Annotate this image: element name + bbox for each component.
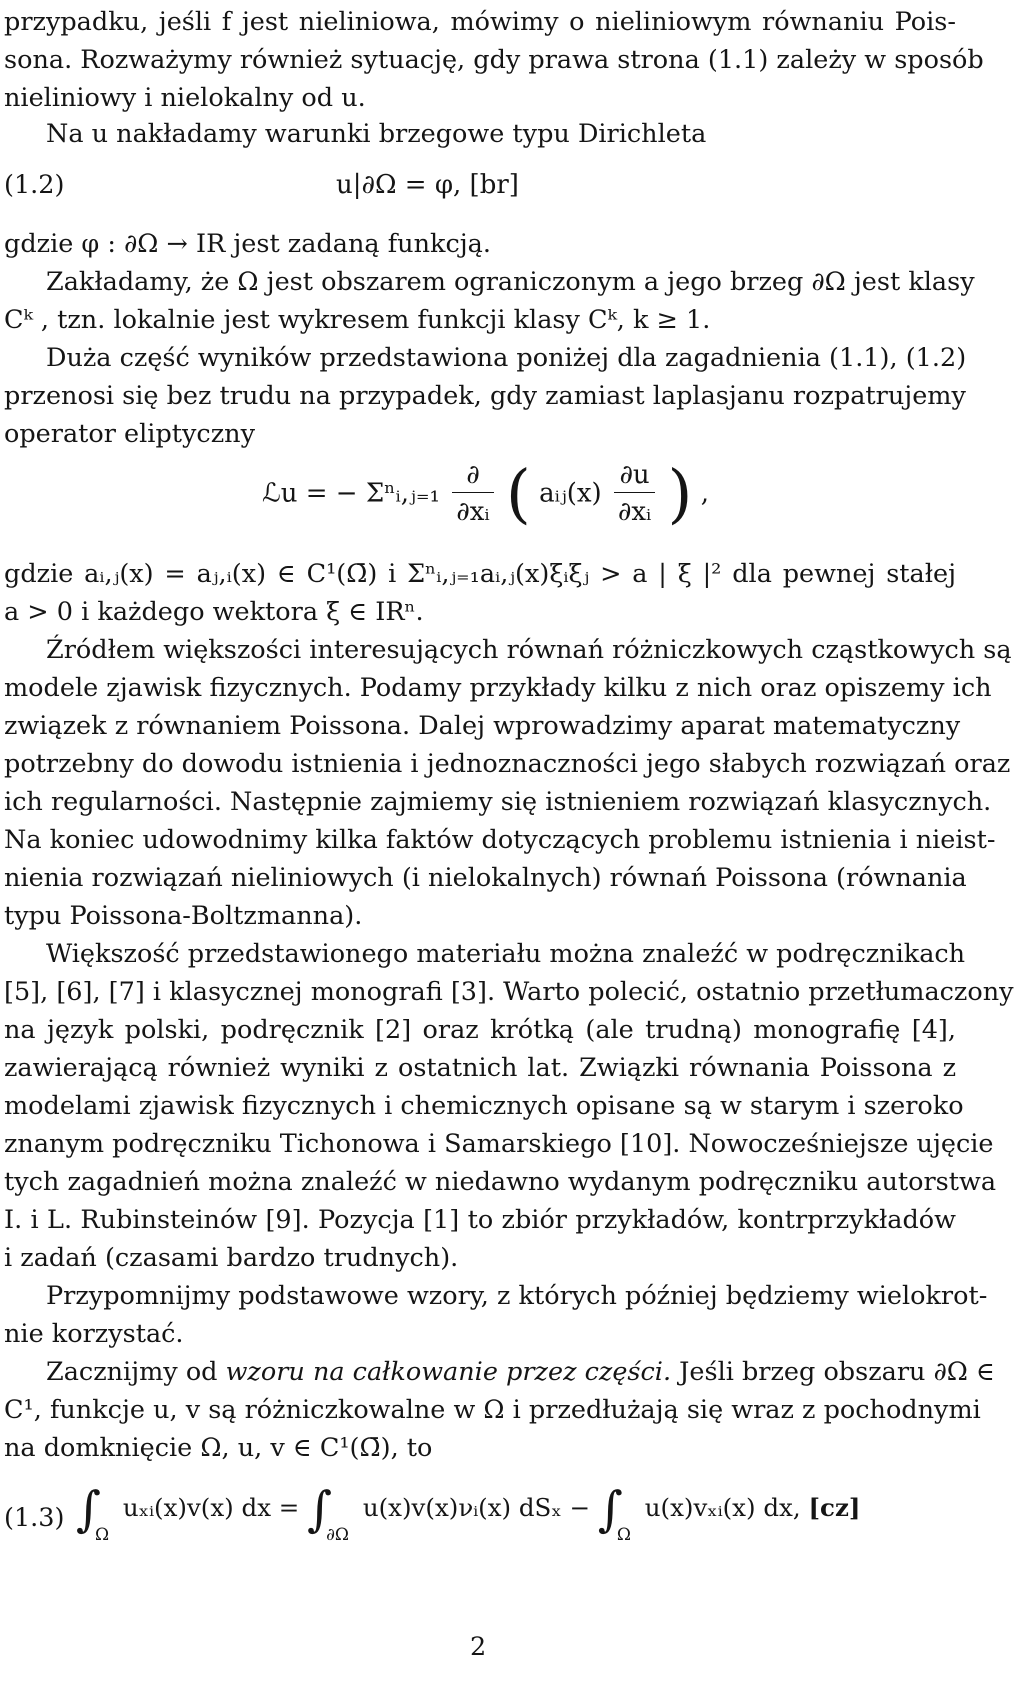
- coefficient-aij: aᵢⱼ(x): [539, 478, 602, 509]
- equation-number: (1.3): [4, 1503, 65, 1533]
- text-line: i zadań (czasami bardzo trudnych).: [4, 1243, 459, 1273]
- text-line: nieliniowy i nielokalny od u.: [4, 83, 366, 113]
- text-line: operator eliptyczny: [4, 419, 255, 449]
- text-line: Większość przedstawionego materiału można znaleźć w podręcznikach: [46, 939, 966, 969]
- text-line: Zacznijmy od wzoru na całkowanie przez części. Jeśli brzeg obszaru ∂Ω ∈: [46, 1357, 995, 1387]
- operator-lhs: ℒu = − Σⁿᵢ,ⱼ₌₁: [262, 478, 440, 509]
- text-line: nie korzystać.: [4, 1319, 184, 1349]
- text-line: Duża część wyników przedstawiona poniżej dla zagadnienia (1.1), (1.2): [46, 343, 967, 373]
- text-line: Na u nakładamy warunki brzegowe typu Dirichleta: [46, 119, 707, 149]
- text-line: związek z równaniem Poissona. Dalej wprowadzimy aparat matematyczny: [4, 711, 961, 741]
- integral-sign: ∫: [307, 1481, 333, 1538]
- text-line: Źródłem większości interesujących równań różniczkowych cząstkowych są: [46, 635, 1012, 665]
- text-line: tych zagadnień można znaleźć w niedawno wydanym podręczniku autorstwa: [4, 1167, 997, 1197]
- text-line: znanym podręczniku Tichonowa i Samarskiego [10]. Nowocześniejsze ujęcie: [4, 1129, 994, 1159]
- text-line: nienia rozwiązań nieliniowych (i nielokalnych) równań Poissona (równania: [4, 863, 967, 893]
- text-line: C¹, funkcje u, v są różniczkowalne w Ω i przedłużają się wraz z pochodnymi: [4, 1395, 981, 1425]
- text-line: Przypomnijmy podstawowe wzory, z których później będziemy wielokrot-: [46, 1281, 988, 1311]
- text-line: przenosi się bez trudu na przypadek, gdy zamiast laplasjanu rozpatrujemy: [4, 381, 966, 411]
- elliptic-operator-formula: ℒu = − Σⁿᵢ,ⱼ₌₁ $\frac{\partial}{\text{∂xᵢ}}$ ( aᵢⱼ(x) $\frac{\partial u}{\text{∂xᵢ}}$ ) ,: [262, 457, 710, 532]
- text-line: zawierającą również wyniki z ostatnich lat. Związki równania Poissona z: [4, 1053, 956, 1083]
- text-line: gdzie φ : ∂Ω → IR jest zadaną funkcją.: [4, 229, 491, 259]
- fraction-du-dxi: $\frac{\partial u}{\text{∂xᵢ}}$: [614, 458, 655, 531]
- text-line: typu Poissona-Boltzmanna).: [4, 901, 363, 931]
- integral-sign: ∫: [597, 1481, 623, 1538]
- text-line: Zakładamy, że Ω jest obszarem ograniczonym a jego brzeg ∂Ω jest klasy: [46, 267, 975, 297]
- text-line: przypadku, jeśli f jest nieliniowa, mówimy o nieliniowym równaniu Pois-: [4, 7, 956, 37]
- equation-tag: [cz]: [808, 1493, 861, 1522]
- text-line: na domknięcie Ω, u, v ∈ C¹(Ω̄), to: [4, 1433, 433, 1463]
- page-number: 2: [470, 1632, 487, 1662]
- emphasis-text: wzoru na całkowanie przez części.: [225, 1357, 672, 1387]
- text-line: gdzie aᵢ,ⱼ(x) = aⱼ,ᵢ(x) ∈ C¹(Ω̄) i Σⁿᵢ,ⱼ₌₁aᵢ,ⱼ(x)ξᵢξⱼ > a | ξ |² dla pewnej stałej: [4, 559, 956, 589]
- equation-number: (1.2): [4, 170, 65, 200]
- fraction-d-dxi: $\frac{\partial}{\text{∂xᵢ}}$: [452, 458, 493, 531]
- text-line: a > 0 i każdego wektora ξ ∈ IRⁿ.: [4, 597, 424, 627]
- text-line: sona. Rozważymy również sytuację, gdy prawa strona (1.1) zależy w sposób: [4, 45, 984, 75]
- text-line: [5], [6], [7] i klasycznej monografi [3]. Warto polecić, ostatnio przetłumaczony: [4, 977, 1014, 1007]
- text-line: modelami zjawisk fizycznych i chemicznych opisane są w starym i szeroko: [4, 1091, 964, 1121]
- text-line: modele zjawisk fizycznych. Podamy przykłady kilku z nich oraz opiszemy ich: [4, 673, 992, 703]
- equation-1-3: $\int_\Omega$ uₓᵢ(x)v(x) dx = $\int_{\partial\Omega}$ u(x)v(x)νᵢ(x) $dS_x - \int_\Omega$ u(x)vₓᵢ(x) dx, [cz]: [76, 1481, 861, 1545]
- text-line: Cᵏ , tzn. lokalnie jest wykresem funkcji klasy Cᵏ, k ≥ 1.: [4, 305, 711, 335]
- text-line: Na koniec udowodnimy kilka faktów dotyczących problemu istnienia i nieist-: [4, 825, 996, 855]
- equation-1-2: u|∂Ω = φ, [br]: [336, 170, 519, 200]
- integral-sign: ∫: [76, 1481, 102, 1538]
- text-line: na język polski, podręcznik [2] oraz krótką (ale trudną) monografię [4],: [4, 1015, 956, 1045]
- text-line: potrzebny do dowodu istnienia i jednoznaczności jego słabych rozwiązań oraz: [4, 749, 1011, 779]
- text-line: ich regularności. Następnie zajmiemy się istnieniem rozwiązań klasycznych.: [4, 787, 992, 817]
- text-line: I. i L. Rubinsteinów [9]. Pozycja [1] to zbiór przykładów, kontrprzykładów: [4, 1205, 956, 1235]
